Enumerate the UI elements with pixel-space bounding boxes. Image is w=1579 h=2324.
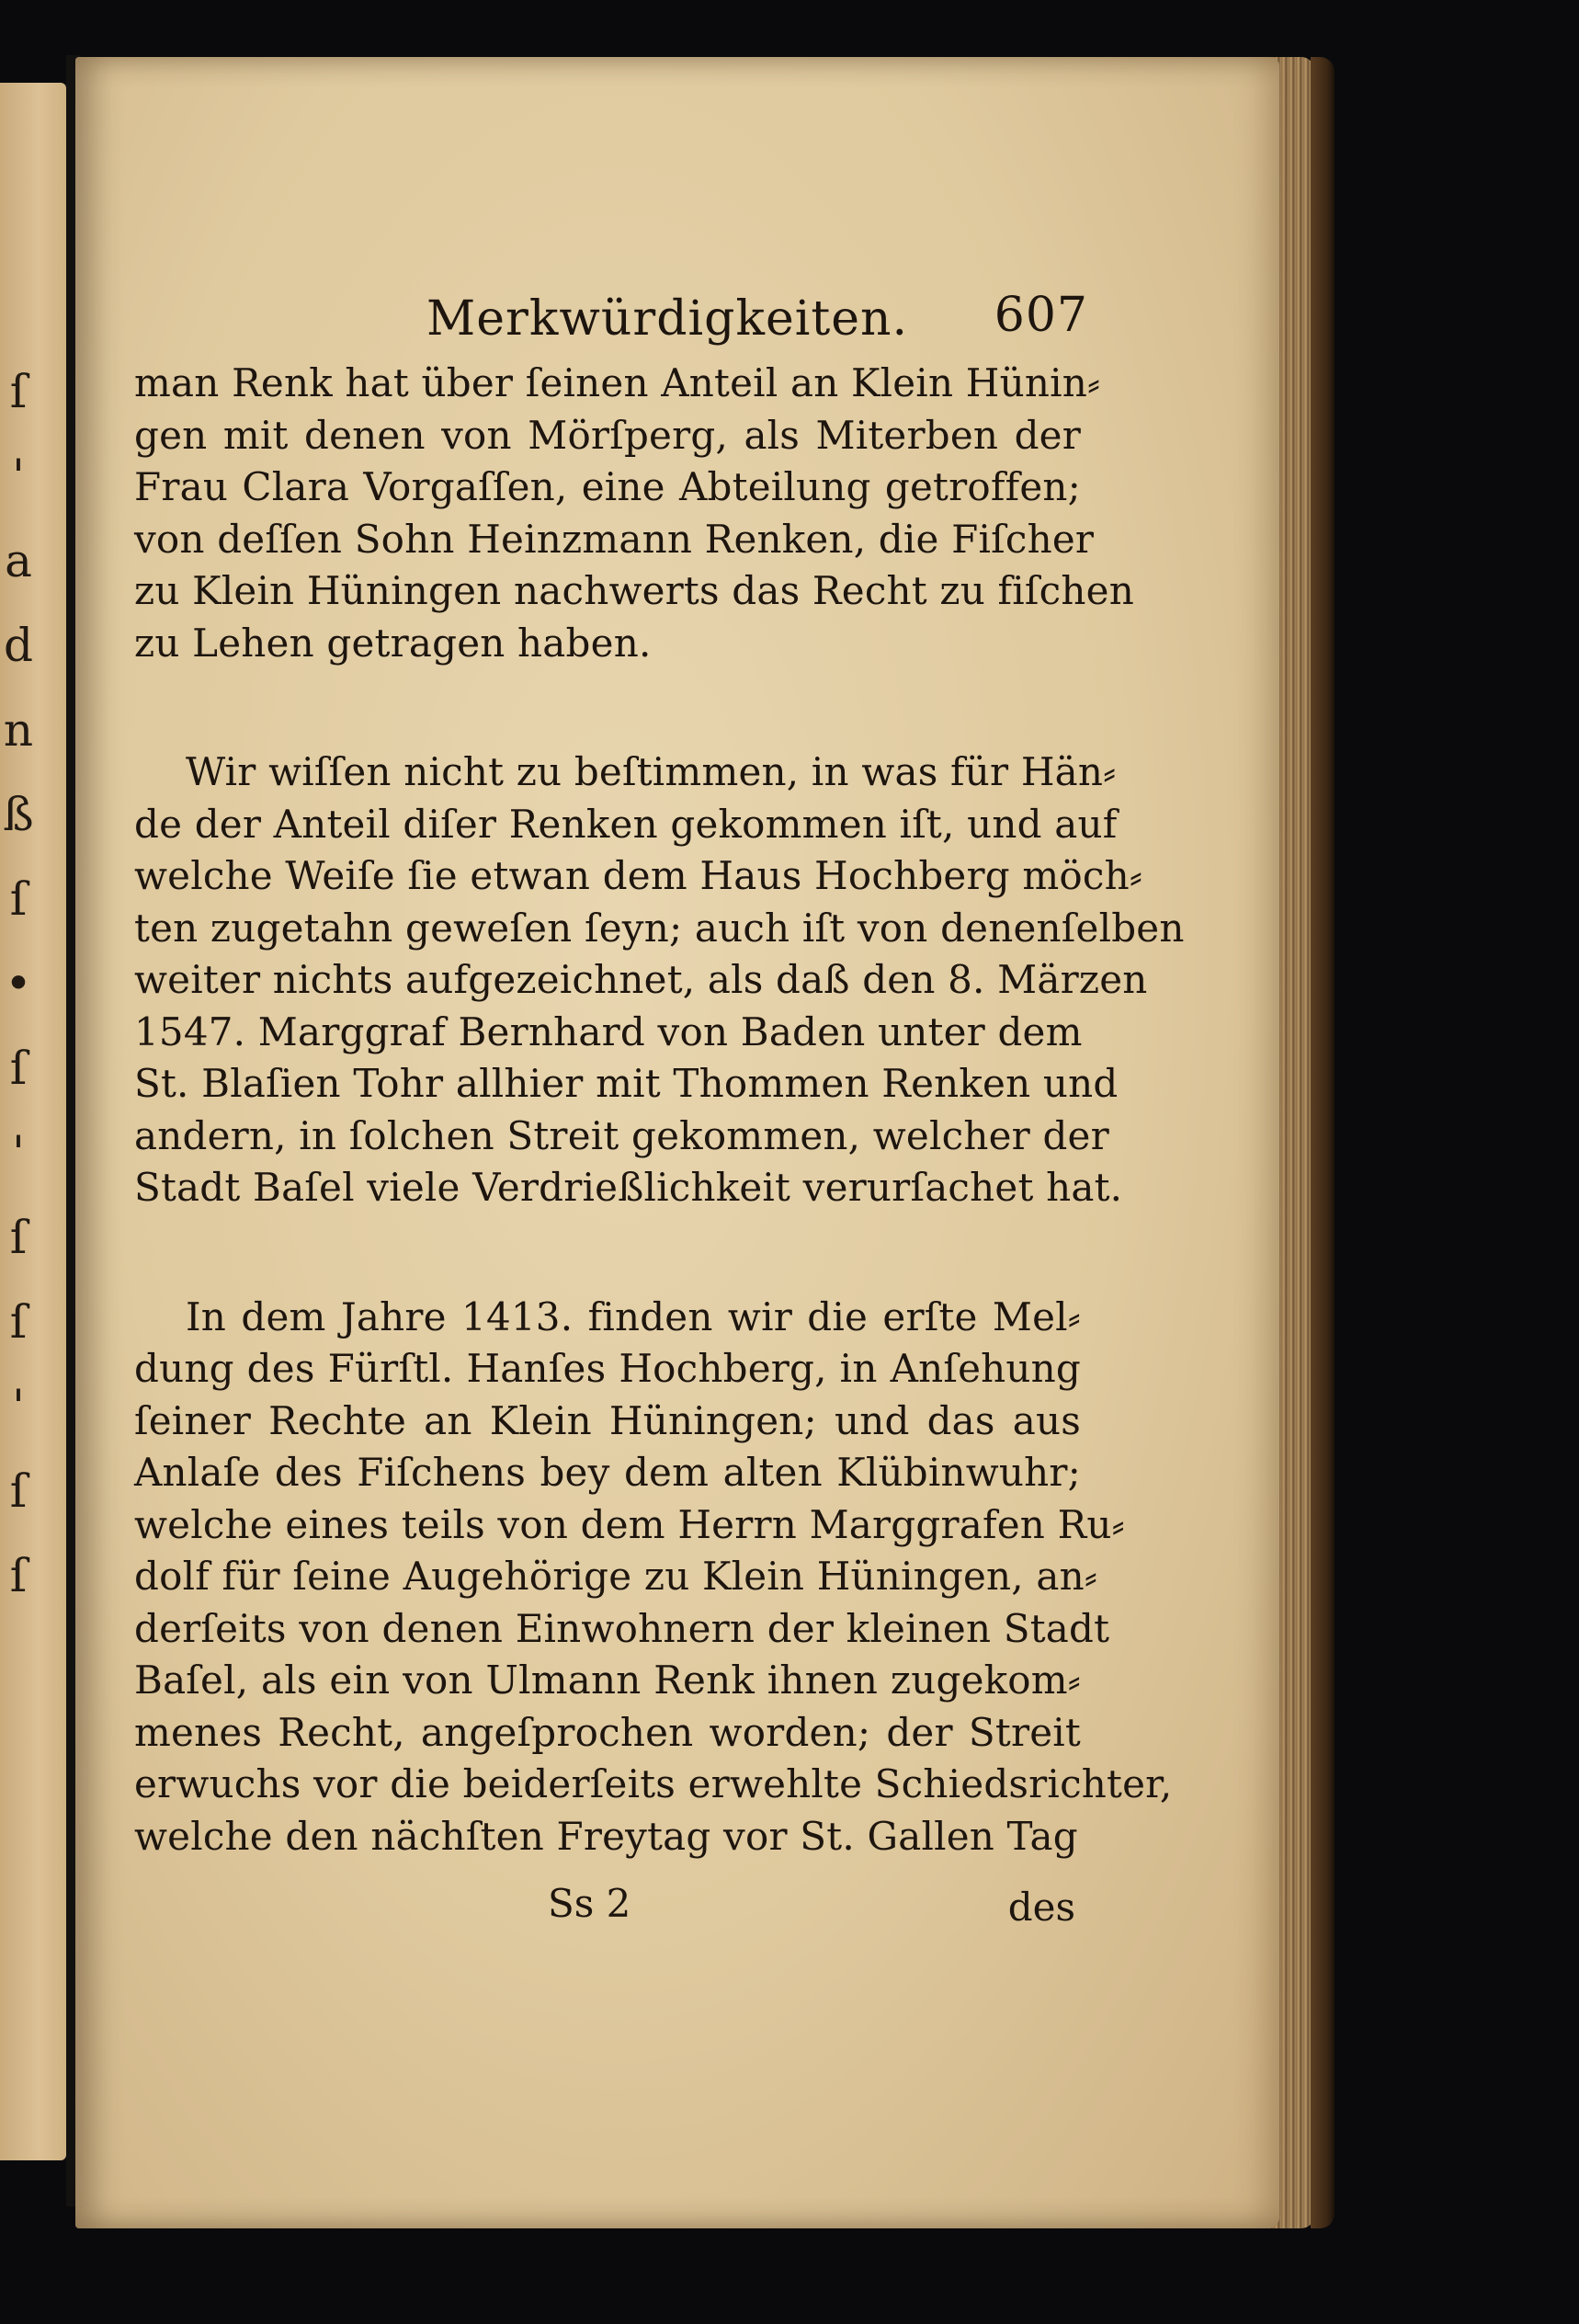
text-line: ten zugetahn geweſen ſeyn; auch iſt von denenſelben <box>134 905 1185 951</box>
paragraph <box>134 746 1185 1214</box>
text-line: andern, in ſolchen Streit gekommen, welcher der <box>134 1112 1109 1158</box>
left-page-fragment: ſ <box>9 1295 28 1349</box>
signature-mark: Ss 2 <box>548 1881 631 1926</box>
text-line: welche eines teils von dem Herrn Marggrafen Ru⸗ <box>134 1501 1125 1547</box>
text-line: St. Blaſien Tohr allhier mit Thommen Renken und <box>134 1061 1119 1106</box>
text-line: Anlaſe des Fiſchens bey dem alten Klübinwuhr; <box>134 1450 1081 1495</box>
text-line: 1547. Marggraf Bernhard von Baden unter dem <box>134 1008 1083 1054</box>
text-line: erwuchs vor die beiderſeits erwehlte Schiedsrichter, <box>134 1761 1173 1806</box>
left-page-fragment: d <box>3 619 33 672</box>
text-line: menes Recht, angeſprochen worden; der Streit <box>134 1709 1081 1755</box>
left-page-fragment: ß <box>3 788 34 841</box>
text-line: gen mit denen von Mörſperg, als Miterben der <box>134 412 1081 458</box>
left-page-fragment: ſ <box>9 1464 28 1518</box>
left-page-fragment: n <box>3 703 34 757</box>
text-line: In dem Jahre 1413. finden wir die erſte Mel⸗ <box>186 1293 1081 1339</box>
text-line: Baſel, als ein von Ulmann Renk ihnen zugekom⸗ <box>134 1658 1081 1703</box>
page-footer <box>134 1875 1081 1940</box>
text-line: Wir wiſſen nicht zu beſtimmen, in was für Hän⸗ <box>186 749 1117 794</box>
body-text <box>134 358 1185 1863</box>
left-page-fragment: a <box>5 534 32 587</box>
left-page-fragment: • <box>5 957 32 1010</box>
left-page-fragment: ' <box>12 1126 25 1179</box>
text-line: zu Lehen getragen haben. <box>134 620 652 666</box>
text-line: de der Anteil diſer Renken gekommen iſt, und auf <box>134 801 1118 847</box>
text-line: welche den nächſten Freytag vor St. Gallen Tag <box>134 1813 1078 1859</box>
text-line: dolf für ſeine Augehörige zu Klein Hüningen, an⸗ <box>134 1554 1098 1599</box>
text-line: zu Klein Hüningen nachwerts das Recht zu fiſchen <box>134 568 1134 613</box>
running-head <box>134 280 1088 358</box>
text-line: Stadt Baſel viele Verdrießlichkeit verurſachet hat. <box>134 1165 1123 1210</box>
left-page-fragment: ſ <box>9 365 28 418</box>
text-line: von deſſen Sohn Heinzmann Renken, die Fiſcher <box>134 516 1095 562</box>
left-page-fragment: ſ <box>9 1211 28 1264</box>
left-page-fragment: ſ <box>9 1042 28 1095</box>
left-page-text-fragments <box>0 349 37 1636</box>
text-line: derſeits von denen Einwohnern der kleinen Stadt <box>134 1605 1110 1651</box>
text-line: ſeiner Rechte an Klein Hüningen; und das aus <box>134 1397 1081 1443</box>
text-line: weiter nichts aufgezeichnet, als daß den 8. Märzen <box>134 957 1148 1002</box>
text-line: welche Weiſe ſie etwan dem Haus Hochberg möch⸗ <box>134 853 1143 898</box>
catchword: des <box>1007 1885 1075 1930</box>
text-line: dung des Fürſtl. Hanſes Hochberg, in Anſehung <box>134 1346 1081 1391</box>
text-block <box>134 280 1185 1940</box>
page-number: 607 <box>994 288 1088 343</box>
text-line: man Renk hat über ſeinen Anteil an Klein Hünin⸗ <box>134 360 1101 405</box>
left-page-fragment: ſ <box>9 1549 28 1602</box>
paragraph <box>134 1292 1173 1863</box>
text-line: Frau Clara Vorgaſſen, eine Abteilung getroffen; <box>134 464 1081 509</box>
paragraph <box>134 358 1134 669</box>
left-page-fragment: ſ <box>9 872 28 926</box>
left-page-fragment: ' <box>12 450 25 503</box>
left-page-fragment: ' <box>12 1380 25 1433</box>
running-title: Merkwürdigkeiten. <box>426 291 909 347</box>
